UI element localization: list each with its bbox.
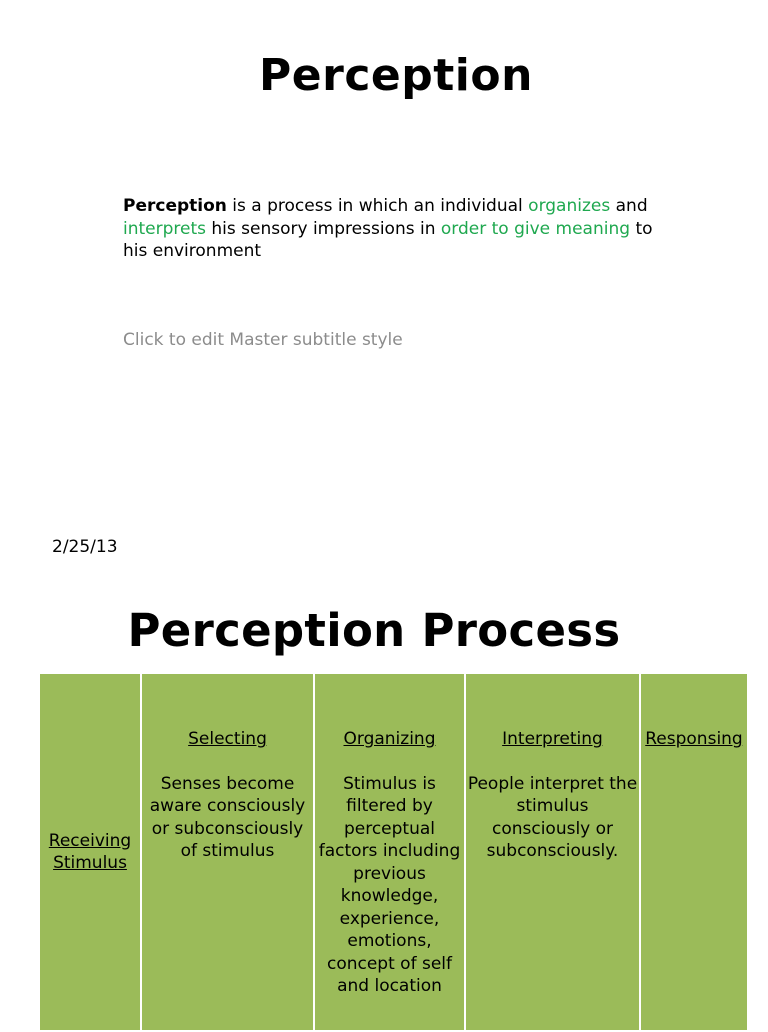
highlight-interprets: interprets (123, 218, 206, 239)
definition-term: Perception (123, 196, 227, 216)
definition-text (123, 195, 663, 263)
stage-cell-organizing (314, 673, 465, 1031)
highlight-organizes: organizes (528, 196, 611, 216)
stage-cell-receiving (39, 673, 141, 1031)
definition-text-part: to his environment (123, 218, 653, 261)
highlight-meaning: order to give meaning (440, 218, 631, 239)
definition-text-part: his sensory impressions in (206, 218, 441, 239)
stage-name: Interpreting (502, 729, 603, 749)
table-row (39, 673, 748, 1031)
slide-title: Perception (259, 50, 533, 101)
stage-cell-interpreting (465, 673, 640, 1031)
definition-text-part: and (610, 196, 648, 216)
stage-name: Selecting (188, 729, 267, 749)
stage-description: Senses become aware consciously or subconsciously of stimulus (149, 773, 306, 861)
slide-date: 2/25/13 (52, 537, 118, 557)
stage-cell-selecting (141, 673, 314, 1031)
stage-description: People interpret the stimulus consciously or subconsciously. (467, 773, 638, 861)
process-title: Perception Process (127, 604, 621, 657)
stage-name: Responsing (645, 729, 743, 749)
definition-text-part: is a process in which an individual (226, 196, 529, 216)
perception-process-table (38, 672, 749, 1032)
stage-name: Receiving Stimulus (48, 830, 132, 873)
stage-description: Stimulus is filtered by perceptual factors including previous knowledge, experience, emotions, concept of self and location (318, 773, 461, 996)
stage-name: Organizing (343, 729, 436, 749)
stage-cell-responsing (640, 673, 748, 1031)
subtitle-placeholder[interactable]: Click to edit Master subtitle style (123, 330, 403, 350)
